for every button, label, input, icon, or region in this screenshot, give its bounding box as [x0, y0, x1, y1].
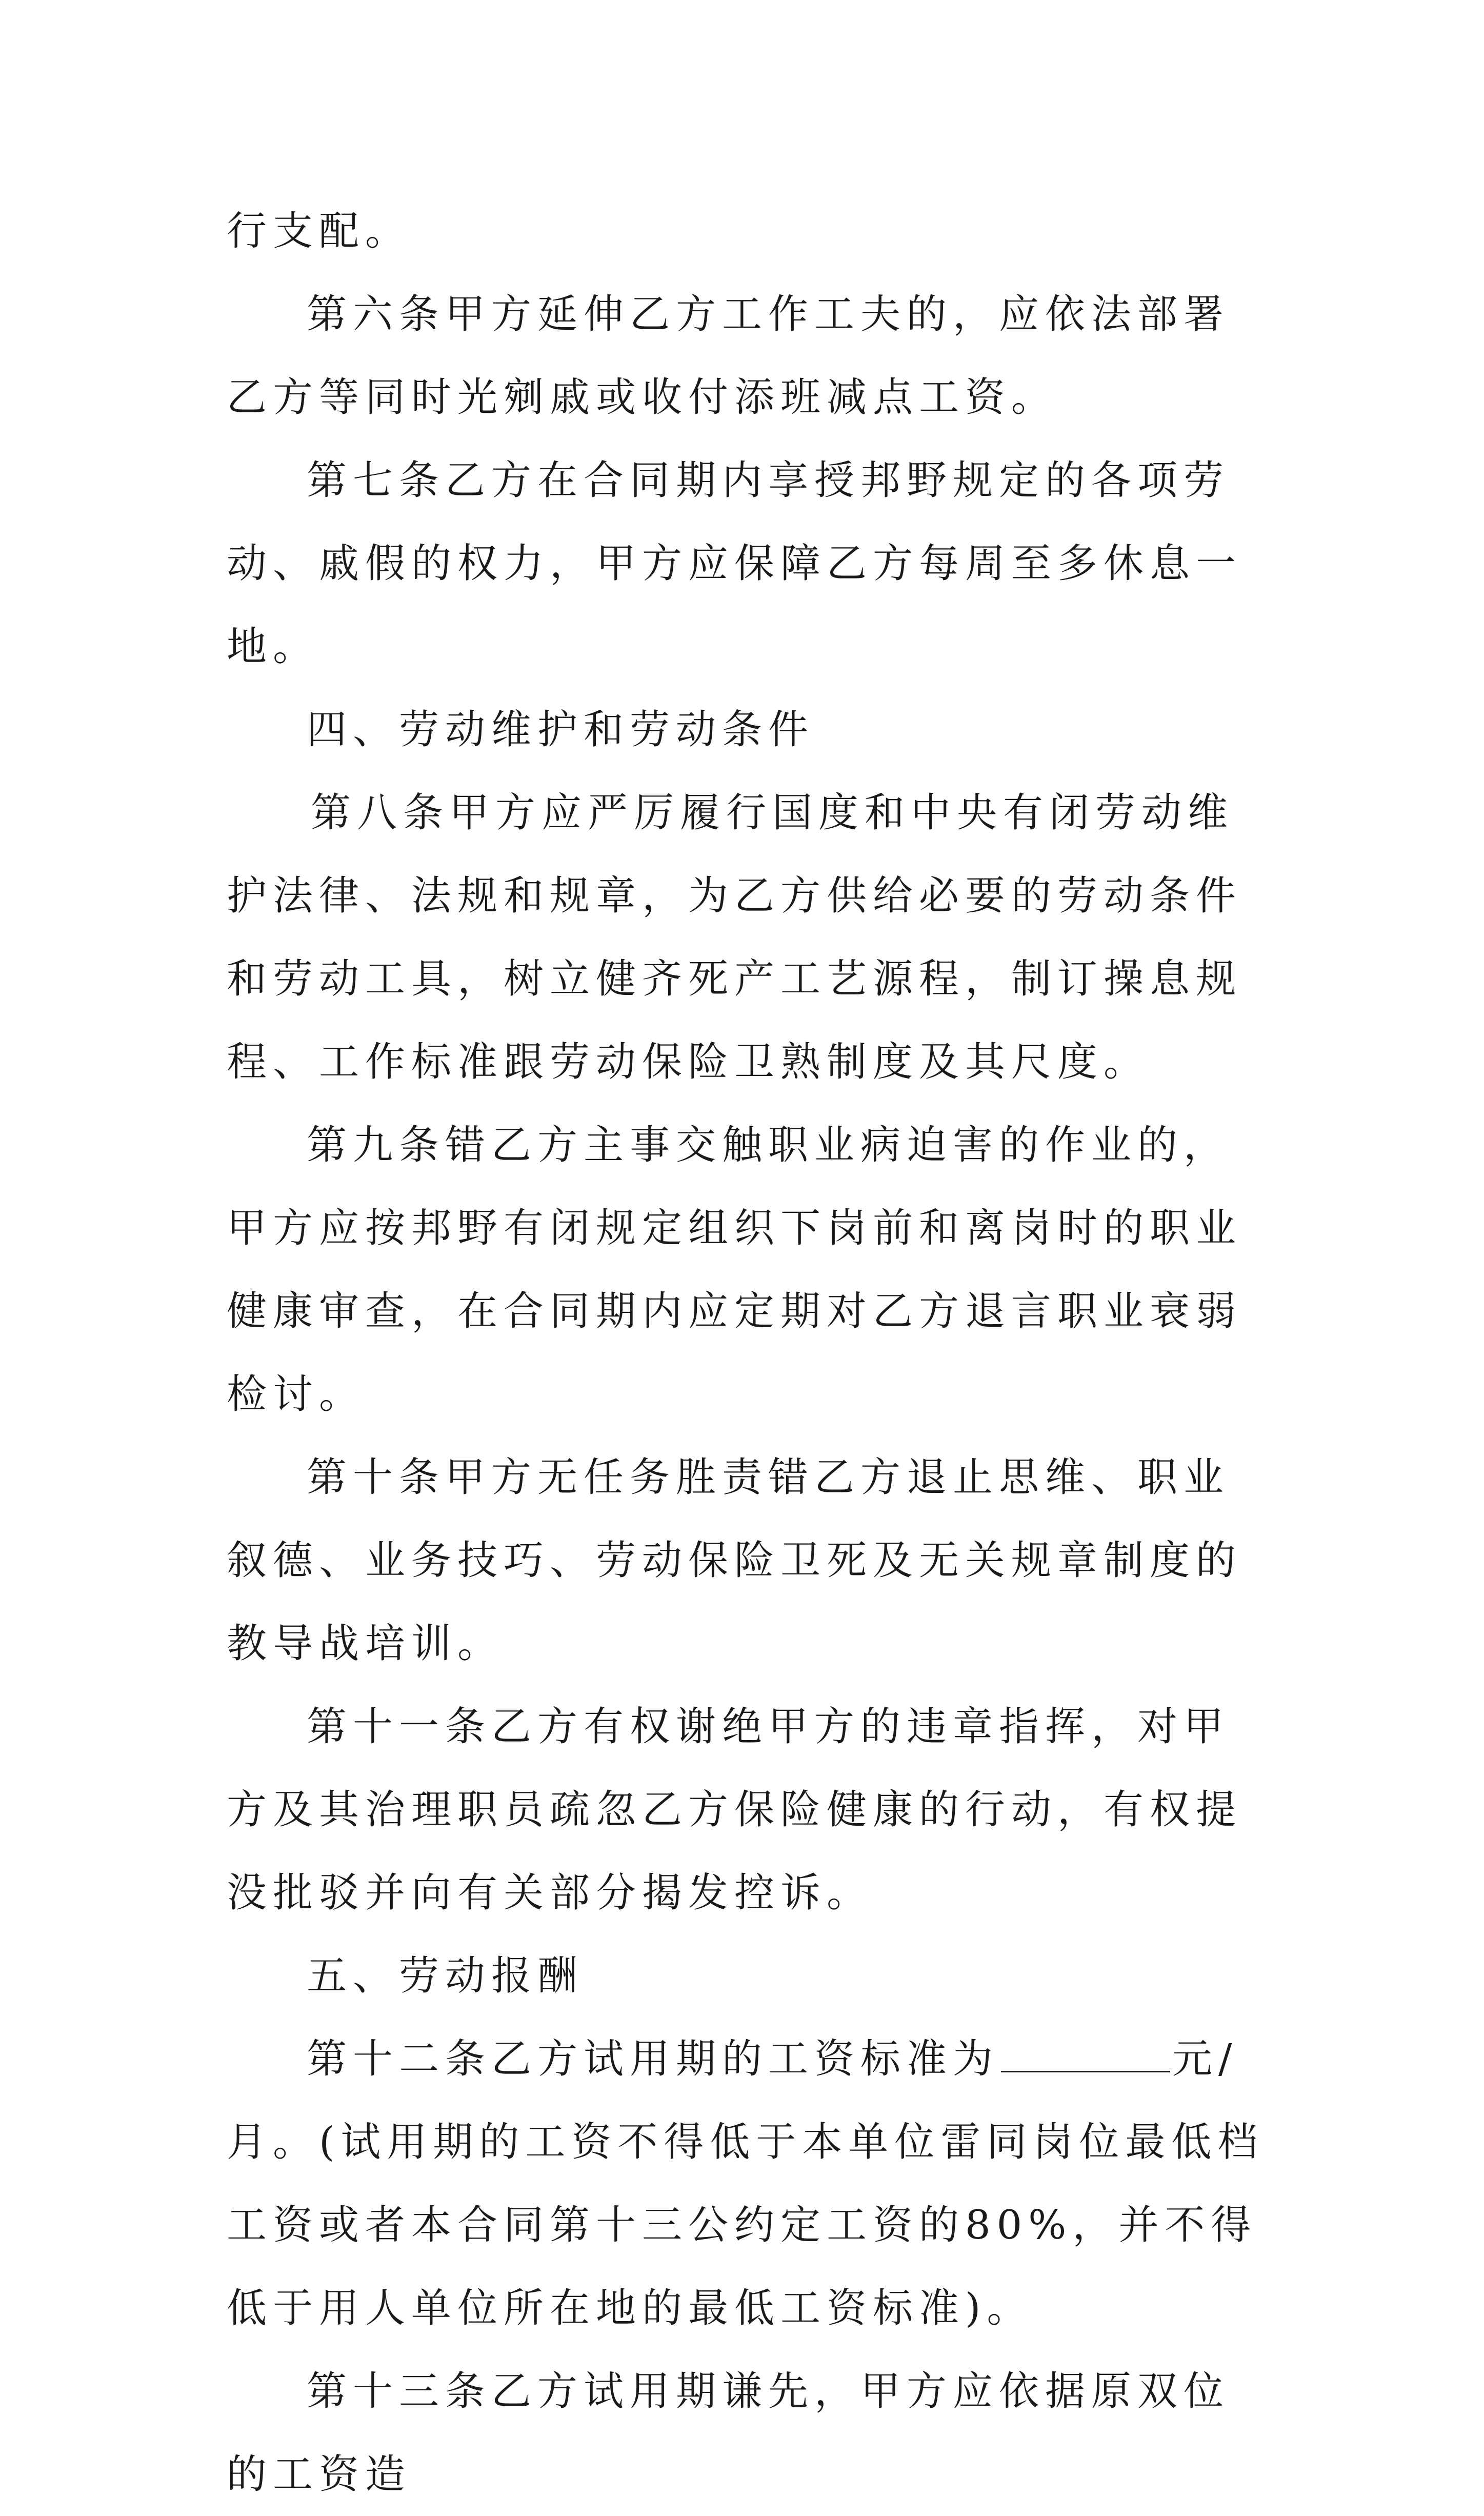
article-12-lead-text: 第十二条乙方试用期的工资标准为 [307, 2036, 999, 2082]
section-heading-4: 四、劳动维护和劳动条件 [307, 707, 815, 753]
paragraph-article-13: 第十三条乙方试用期谦先，甲方应依据原双位的工资造 [227, 2368, 1230, 2498]
paragraph-article-6: 第六条甲方延伸乙方工作工夫的，应依法部署乙方等同时光剜戚或收付添班减点工资。 [227, 291, 1230, 421]
paragraph-article-9: 第九条错乙方主事交触职业病迫害的作业的，甲方应按邦野有闭规定组织下岗前和离岗时的职业健康审查，在合同期内应定期对乙方退言职业衰弱检讨。 [227, 1122, 1242, 1417]
section-heading-5: 五、劳动报酬 [307, 1953, 584, 1999]
article-12-tail-text: 元/月。(试用期的工资不得低于本单位雷同岗位最低档工资或者本合同第十三公约定工资的80%，并不得低于用人单位所在地的最低工资标准)。 [227, 2036, 1264, 2331]
paragraph-article-8: 第八条甲方应严厉履行国度和中央有闭劳动维护法律、法规和规章，为乙方供给必要的劳动条件和劳动工具，树立健齐死产工艺源程，制订操息规程、工作标准跟劳动保险卫熟制度及其尺度。 [227, 790, 1242, 1085]
paragraph-article-10: 第十条甲方无任务胜责错乙方退止思维、职业叙德、业务技巧、劳动保险卫死及无关规章制度的教导战培训。 [227, 1454, 1242, 1667]
document-body [227, 190, 1268, 2516]
paragraph-continuation: 行支配。 [227, 208, 412, 254]
salary-blank-line [1001, 2035, 1170, 2072]
paragraph-article-7: 第七条乙方在合同期内享授邦野规定的各项劳动、戚假的权力，甲方应保障乙方每周至多休息一地。 [227, 457, 1242, 670]
paragraph-article-11: 第十一条乙方有权谢绝甲方的违章指挥，对甲方及其治理职员疏忽乙方保险健康的行动，有权提没批驳并向有关部分揭发控诉。 [227, 1704, 1242, 1916]
paragraph-article-12 [227, 2018, 1268, 2350]
